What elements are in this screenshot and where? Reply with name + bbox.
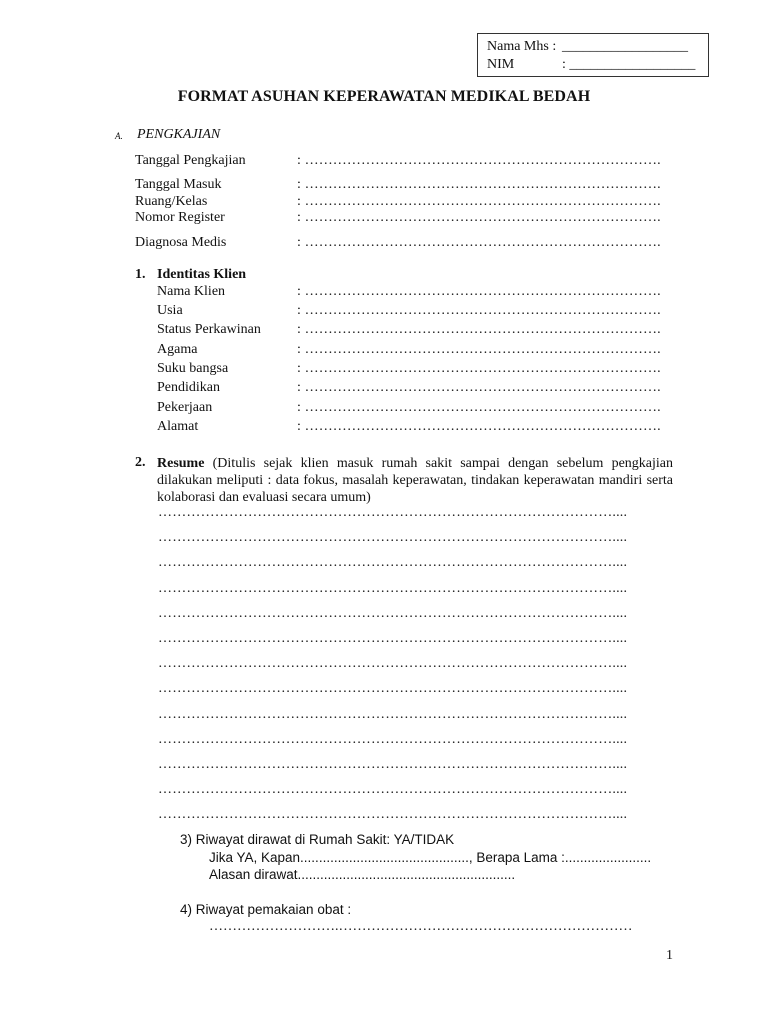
identity-section-heading: Identitas Klien [157,267,247,282]
identity-section-number: 1. [135,267,146,282]
resume-dotted-line[interactable]: …………………………………………………………………………………….... [158,505,628,520]
section-a-title: PENGKAJIAN [137,127,221,142]
field-input-tanggal-pengkajian[interactable]: : …………………………………………………………………. [297,153,661,168]
field-label-suku-bangsa: Suku bangsa [157,361,229,376]
field-label-ruang-kelas: Ruang/Kelas [135,194,208,209]
field-label-agama: Agama [157,342,198,357]
field-label-diagnosa-medis: Diagnosa Medis [135,235,227,250]
field-label-usia: Usia [157,303,183,318]
field-input-nomor-register[interactable]: : …………………………………………………………………. [297,210,661,225]
hospital-history-label: 3) Riwayat dirawat di Rumah Sakit: YA/TIDAK [180,832,455,847]
page-number: 1 [666,948,673,963]
student-id-box [477,33,709,77]
resume-dotted-line[interactable]: …………………………………………………………………………………….... [158,757,628,772]
field-input-alamat[interactable]: : …………………………………………………………………. [297,419,661,434]
resume-dotted-line[interactable]: …………………………………………………………………………………….... [158,580,628,596]
resume-dotted-line[interactable]: …………………………………………………………………………………….... [158,605,628,621]
hospital-history-when-duration[interactable]: Jika YA, Kapan............................................., Berapa Lama :....................... [209,850,652,865]
field-input-pendidikan[interactable]: : …………………………………………………………………. [297,380,661,395]
resume-instructions [157,455,673,506]
field-label-alamat: Alamat [157,419,199,434]
student-name-label: Nama Mhs : [487,39,557,54]
student-name-field[interactable]: __________________ [562,39,688,54]
field-input-nama-klien[interactable]: : …………………………………………………………………. [297,284,661,299]
field-label-pendidikan: Pendidikan [157,380,220,395]
medication-history-label: 4) Riwayat pemakaian obat : [180,902,352,917]
field-label-nama-klien: Nama Klien [157,284,226,299]
field-input-ruang-kelas[interactable]: : …………………………………………………………………. [297,194,661,209]
resume-dotted-line[interactable]: …………………………………………………………………………………….... [158,555,628,571]
field-label-pekerjaan: Pekerjaan [157,400,213,415]
field-input-status-perkawinan[interactable]: : …………………………………………………………………. [297,322,661,337]
resume-description: (Ditulis sejak klien masuk rumah sakit sampai dengan sebelum pengkajian dilakukan meliputi : data fokus, masalah keperawatan, tindakan keperawatan mandiri serta kolaborasi dan evaluasi secara umum) [157,456,673,505]
field-label-tanggal-masuk: Tanggal Masuk [135,177,222,192]
field-input-suku-bangsa[interactable]: : …………………………………………………………………. [297,361,661,376]
resume-dotted-line[interactable]: …………………………………………………………………………………….... [158,656,628,672]
field-label-nomor-register: Nomor Register [135,210,225,225]
resume-heading: Resume [157,456,205,471]
field-label-status-perkawinan: Status Perkawinan [157,322,261,337]
resume-dotted-line[interactable]: …………………………………………………………………………………….... [158,807,628,823]
document-title: FORMAT ASUHAN KEPERAWATAN MEDIKAL BEDAH [177,88,591,105]
student-nim-field[interactable]: : __________________ [562,57,696,72]
resume-dotted-line[interactable]: …………………………………………………………………………………….... [158,706,628,722]
resume-dotted-line[interactable]: …………………………………………………………………………………….... [158,731,628,747]
resume-dotted-line[interactable]: …………………………………………………………………………………….... [158,681,628,697]
section-a-marker: A. [115,131,123,141]
medication-history-input[interactable]: ……………………….……………………………………………………… [209,919,633,934]
field-label-tanggal-pengkajian: Tanggal Pengkajian [135,153,246,168]
student-name-row [487,39,688,55]
resume-dotted-line[interactable]: …………………………………………………………………………………….... [158,782,628,798]
field-input-diagnosa-medis[interactable]: : …………………………………………………………………. [297,235,661,250]
field-input-pekerjaan[interactable]: : …………………………………………………………………. [297,400,661,415]
resume-dotted-line[interactable]: …………………………………………………………………………………….... [158,631,628,646]
hospital-history-reason[interactable]: Alasan dirawat.......................................................... [209,867,516,882]
field-input-usia[interactable]: : …………………………………………………………………. [297,303,661,318]
field-input-agama[interactable]: : …………………………………………………………………. [297,342,661,357]
student-nim-label: NIM [487,57,515,72]
student-nim-row [487,57,695,73]
resume-dotted-line[interactable]: …………………………………………………………………………………….... [158,530,628,546]
resume-section-number: 2. [135,455,146,470]
field-input-tanggal-masuk[interactable]: : …………………………………………………………………. [297,177,661,192]
